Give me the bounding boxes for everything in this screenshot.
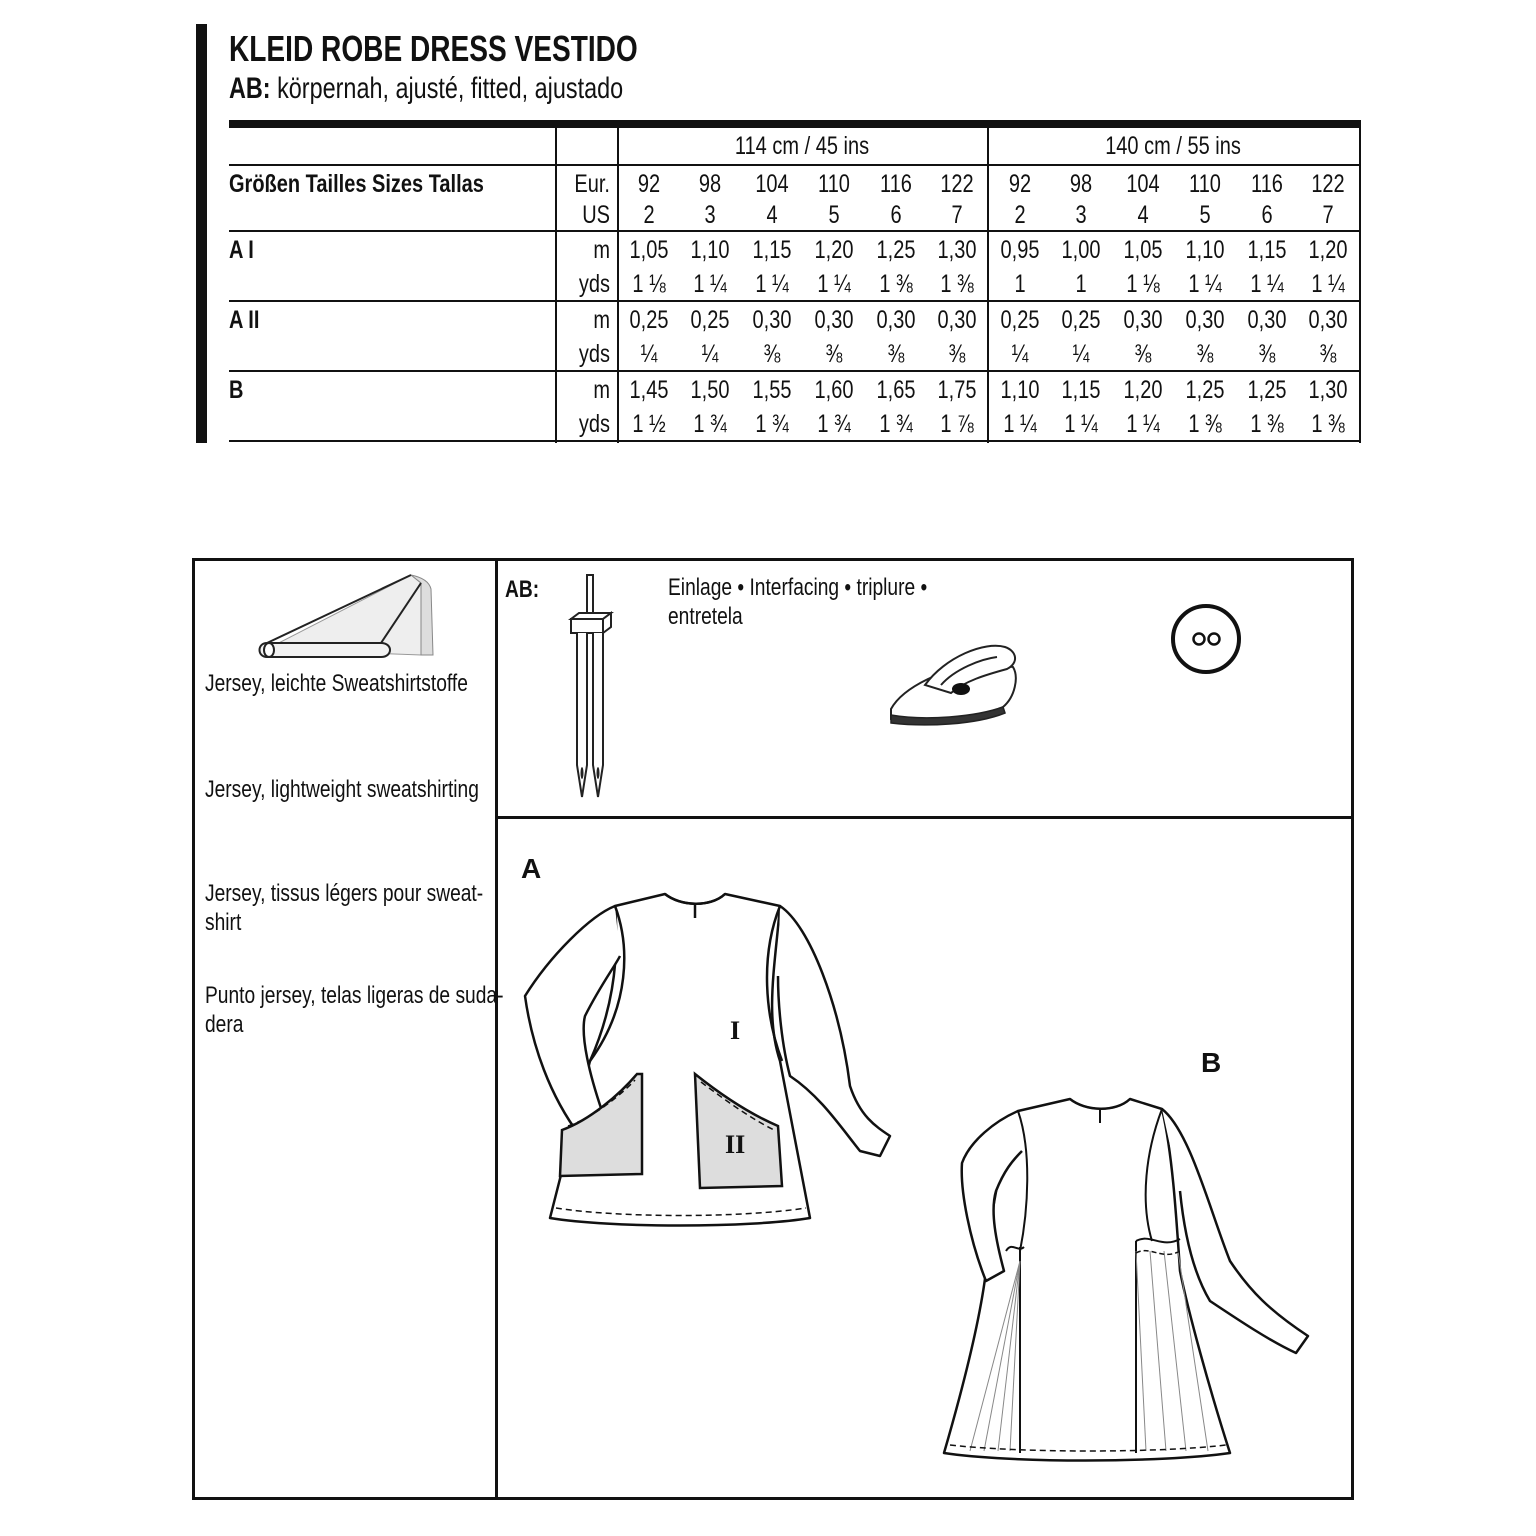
row-2-yds-5: 1 ⅞ <box>940 410 974 438</box>
eur-size-3: 110 <box>818 170 850 198</box>
us-size-3: 5 <box>828 201 840 229</box>
eur-unit-label: Eur. <box>574 170 610 198</box>
fabric-es-line2: dera <box>205 1011 244 1038</box>
eur-size-9: 110 <box>1189 170 1221 198</box>
table-rule-sizes <box>229 230 1361 232</box>
row-0-m-10: 1,15 <box>1247 236 1287 264</box>
row-2-yds-9: 1 ⅜ <box>1188 410 1222 438</box>
row-2-yds-8: 1 ¼ <box>1126 410 1160 438</box>
fabric-en: Jersey, lightweight sweatshirting <box>205 776 479 803</box>
row-1-m-1: 0,25 <box>690 306 730 334</box>
row-0-m-9: 1,10 <box>1185 236 1225 264</box>
row-0-m-1: 1,10 <box>690 236 730 264</box>
row-1-m-3: 0,30 <box>814 306 854 334</box>
fabric-roll-icon <box>261 571 441 661</box>
dress-b-illustration <box>940 1091 1320 1471</box>
row-0-yds-5: 1 ⅜ <box>940 270 974 298</box>
table-rule-aii <box>229 370 1361 372</box>
row-1-yds-8: ⅜ <box>1134 340 1152 368</box>
fabric-fr-line1: Jersey, tissus légers pour sweat- <box>205 880 484 907</box>
width-140-header: 140 cm / 55 ins <box>1105 132 1241 160</box>
row-2-yds-10: 1 ⅜ <box>1250 410 1284 438</box>
row-unit-yds-1: yds <box>578 340 610 368</box>
row-label-2: B <box>229 376 244 404</box>
row-0-m-7: 1,00 <box>1061 236 1101 264</box>
piece-ii-label: II <box>725 1130 746 1159</box>
row-2-m-8: 1,20 <box>1123 376 1163 404</box>
table-rule-b <box>229 440 1361 442</box>
pattern-title: KLEID ROBE DRESS VESTIDO <box>229 28 638 69</box>
button-icon <box>1170 603 1242 675</box>
fabric-fr <box>205 879 483 937</box>
row-1-yds-7: ¼ <box>1072 340 1090 368</box>
yardage-table <box>229 120 1361 443</box>
interfacing-text <box>668 573 927 631</box>
fit-text: körpernah, ajusté, fitted, ajustado <box>270 72 624 105</box>
row-unit-m-0: m <box>593 236 610 264</box>
row-1-yds-5: ⅜ <box>948 340 966 368</box>
row-unit-m-1: m <box>593 306 610 334</box>
us-size-11: 7 <box>1322 201 1334 229</box>
interfacing-line1: Einlage • Interfacing • triplure • <box>668 574 928 601</box>
row-1-yds-11: ⅜ <box>1319 340 1337 368</box>
row-0-yds-4: 1 ⅜ <box>879 270 913 298</box>
us-size-5: 7 <box>951 201 963 229</box>
sizes-row-label: Größen Tailles Sizes Tallas <box>229 170 484 198</box>
fabric-de: Jersey, leichte Sweatshirtstoffe <box>205 670 468 697</box>
row-2-m-9: 1,25 <box>1185 376 1225 404</box>
row-2-m-10: 1,25 <box>1247 376 1287 404</box>
row-label-1: A II <box>229 306 260 334</box>
row-0-yds-0: 1 ⅛ <box>632 270 666 298</box>
row-0-m-3: 1,20 <box>814 236 854 264</box>
eur-size-1: 98 <box>698 170 722 198</box>
row-1-yds-2: ⅜ <box>763 340 781 368</box>
row-1-yds-6: ¼ <box>1011 340 1029 368</box>
row-0-yds-10: 1 ¼ <box>1250 270 1284 298</box>
fit-description <box>229 72 623 106</box>
fabric-fr-line2: shirt <box>205 909 242 936</box>
dress-a-illustration <box>520 886 920 1236</box>
eur-size-8: 104 <box>1126 170 1160 198</box>
us-size-0: 2 <box>643 201 655 229</box>
row-1-m-4: 0,30 <box>876 306 916 334</box>
table-subheader-rule <box>229 164 1361 166</box>
eur-size-2: 104 <box>755 170 789 198</box>
row-1-m-7: 0,25 <box>1061 306 1101 334</box>
row-2-m-7: 1,15 <box>1061 376 1101 404</box>
view-b-label: B <box>1201 1047 1222 1078</box>
row-2-m-6: 1,10 <box>1000 376 1040 404</box>
us-size-9: 5 <box>1199 201 1211 229</box>
row-0-yds-1: 1 ¼ <box>693 270 727 298</box>
row-1-m-11: 0,30 <box>1308 306 1348 334</box>
row-0-yds-2: 1 ¼ <box>755 270 789 298</box>
row-2-m-2: 1,55 <box>752 376 792 404</box>
row-2-yds-3: 1 ¾ <box>817 410 851 438</box>
eur-size-5: 122 <box>940 170 974 198</box>
us-size-1: 3 <box>704 201 716 229</box>
row-0-yds-3: 1 ¼ <box>817 270 851 298</box>
row-1-m-2: 0,30 <box>752 306 792 334</box>
row-2-yds-11: 1 ⅜ <box>1311 410 1345 438</box>
piece-i-label: I <box>730 1016 741 1045</box>
row-2-yds-0: 1 ½ <box>632 410 666 438</box>
table-rule-ai <box>229 300 1361 302</box>
row-0-yds-7: 1 <box>1075 270 1087 298</box>
row-1-m-5: 0,30 <box>937 306 977 334</box>
row-1-m-10: 0,30 <box>1247 306 1287 334</box>
row-2-yds-2: 1 ¾ <box>755 410 789 438</box>
row-unit-m-2: m <box>593 376 610 404</box>
us-size-6: 2 <box>1014 201 1026 229</box>
fit-label: AB: <box>229 72 271 105</box>
row-2-m-0: 1,45 <box>629 376 669 404</box>
row-2-m-1: 1,50 <box>690 376 730 404</box>
row-1-m-9: 0,30 <box>1185 306 1225 334</box>
row-0-m-11: 1,20 <box>1308 236 1348 264</box>
us-unit-label: US <box>582 201 610 229</box>
fabric-es-line1: Punto jersey, telas ligeras de suda- <box>205 982 504 1009</box>
row-2-yds-1: 1 ¾ <box>693 410 727 438</box>
row-1-yds-1: ¼ <box>701 340 719 368</box>
row-0-m-0: 1,05 <box>629 236 669 264</box>
width-114-header: 114 cm / 45 ins <box>734 132 870 160</box>
us-size-8: 4 <box>1137 201 1149 229</box>
row-1-yds-10: ⅜ <box>1258 340 1276 368</box>
us-size-4: 6 <box>890 201 902 229</box>
row-2-m-4: 1,65 <box>876 376 916 404</box>
table-top-rule <box>229 120 1361 128</box>
row-unit-yds-2: yds <box>578 410 610 438</box>
row-0-m-2: 1,15 <box>752 236 792 264</box>
row-1-m-0: 0,25 <box>629 306 669 334</box>
row-1-yds-0: ¼ <box>640 340 658 368</box>
eur-size-10: 116 <box>1251 170 1283 198</box>
row-1-m-8: 0,30 <box>1123 306 1163 334</box>
notions-label: AB: <box>505 576 540 603</box>
row-2-m-3: 1,60 <box>814 376 854 404</box>
eur-size-11: 122 <box>1311 170 1345 198</box>
row-unit-yds-0: yds <box>578 270 610 298</box>
row-0-yds-9: 1 ¼ <box>1188 270 1222 298</box>
row-2-yds-6: 1 ¼ <box>1003 410 1037 438</box>
row-0-yds-11: 1 ¼ <box>1311 270 1345 298</box>
row-1-yds-3: ⅜ <box>825 340 843 368</box>
row-1-m-6: 0,25 <box>1000 306 1040 334</box>
row-0-m-6: 0,95 <box>1000 236 1040 264</box>
header-bar <box>196 24 207 443</box>
row-0-yds-6: 1 <box>1014 270 1026 298</box>
row-2-m-11: 1,30 <box>1308 376 1348 404</box>
row-2-yds-7: 1 ¼ <box>1064 410 1098 438</box>
eur-size-4: 116 <box>880 170 912 198</box>
row-1-yds-9: ⅜ <box>1196 340 1214 368</box>
us-size-10: 6 <box>1261 201 1273 229</box>
info-box <box>192 558 1354 1500</box>
twin-needle-icon <box>567 575 617 800</box>
view-a-label: A <box>521 853 542 884</box>
iron-icon <box>885 637 1025 727</box>
row-0-yds-8: 1 ⅛ <box>1126 270 1160 298</box>
us-size-2: 4 <box>766 201 778 229</box>
us-size-7: 3 <box>1075 201 1087 229</box>
row-label-0: A I <box>229 236 254 264</box>
row-1-yds-4: ⅜ <box>887 340 905 368</box>
fabric-es <box>205 981 503 1039</box>
eur-size-0: 92 <box>637 170 661 198</box>
row-2-m-5: 1,75 <box>937 376 977 404</box>
row-0-m-4: 1,25 <box>876 236 916 264</box>
interfacing-line2: entretela <box>668 603 743 630</box>
row-0-m-5: 1,30 <box>937 236 977 264</box>
row-0-m-8: 1,05 <box>1123 236 1163 264</box>
notions-divider <box>495 816 1351 819</box>
eur-size-7: 98 <box>1069 170 1093 198</box>
eur-size-6: 92 <box>1008 170 1032 198</box>
row-2-yds-4: 1 ¾ <box>879 410 913 438</box>
